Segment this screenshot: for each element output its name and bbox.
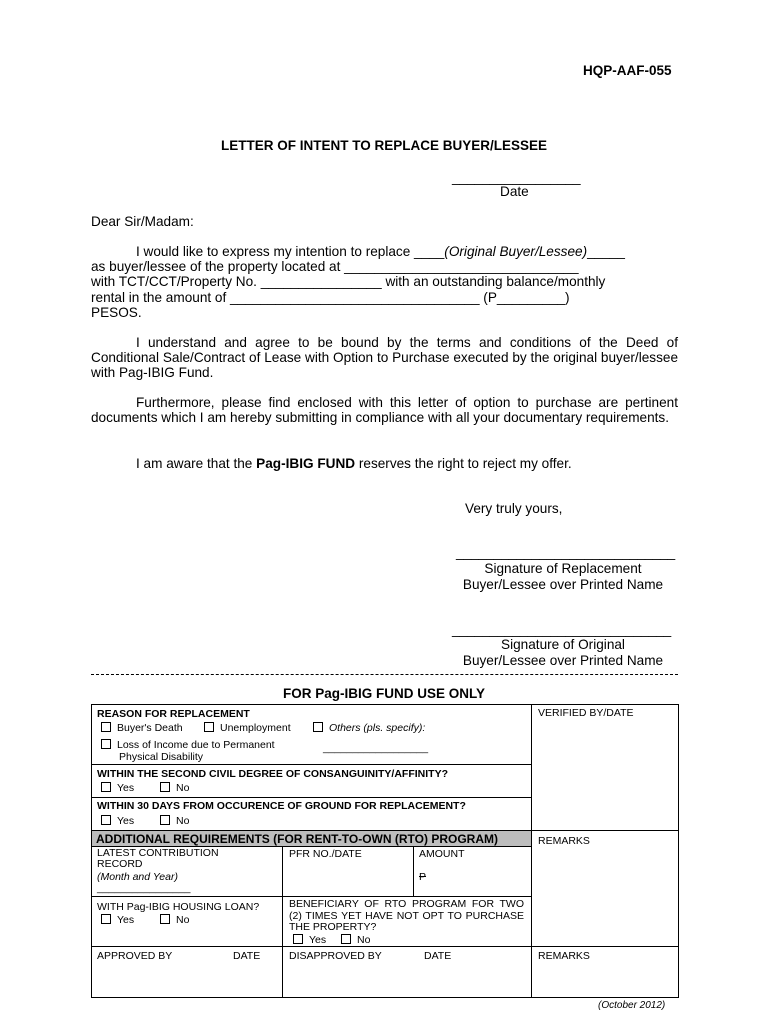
remarks-label-2: REMARKS (538, 950, 590, 962)
page-title: LETTER OF INTENT TO REPLACE BUYER/LESSEE (220, 138, 548, 153)
beneficiary-question: BENEFICIARY OF RTO PROGRAM FOR TWO (2) TIMES YET HAVE NOT OPT TO PURCHASE THE PROPERTY? (289, 898, 524, 933)
sig2-caption-b: Buyer/Lessee over Printed Name (462, 653, 664, 668)
unemployment-label: Unemployment (220, 722, 291, 734)
within30-no-label: No (176, 815, 190, 827)
consanguinity-yes-label: Yes (117, 782, 135, 794)
loss-income-label-2: Physical Disability (119, 751, 204, 763)
others-option[interactable] (313, 722, 425, 734)
within30-no-option[interactable] (160, 815, 189, 827)
loss-income-checkbox[interactable] (101, 739, 111, 749)
intent-line-4[interactable]: rental in the amount of _________________________________ (P_________) (91, 289, 570, 305)
pagibig-fund-bold: Pag-IBIG FUND (256, 456, 356, 471)
footer-date-text: (October 2012) (598, 1000, 666, 1011)
housing-loan-question: WITH Pag-IBIG HOUSING LOAN? (97, 901, 260, 913)
consanguinity-yes-checkbox[interactable] (101, 782, 111, 792)
reject-text-a: I am aware that the (136, 456, 257, 471)
remarks-label: REMARKS (538, 835, 590, 847)
beneficiary-yes-option[interactable] (293, 934, 326, 946)
verified-by-label: VERIFIED BY/DATE (538, 707, 634, 719)
office-use-title: FOR Pag-IBIG FUND USE ONLY (282, 686, 486, 701)
beneficiary-no-option[interactable] (341, 934, 370, 946)
signature-caption-original (448, 637, 678, 669)
beneficiary-no-label: No (357, 934, 371, 946)
consanguinity-no-label: No (176, 782, 190, 794)
form-hline-6 (91, 946, 679, 947)
unemployment-checkbox[interactable] (204, 722, 214, 732)
salutation: Dear Sir/Madam: (91, 214, 194, 229)
documents-paragraph: Furthermore, please find enclosed with this letter of option to purchase are pertinent documents which I am hereby submitting in compliance with all your documentary requirements. (91, 395, 678, 426)
housing-loan-yes-checkbox[interactable] (101, 914, 111, 924)
others-checkbox[interactable] (313, 722, 323, 732)
sig1-caption-a: Signature of Replacement (484, 561, 642, 576)
buyers-death-label: Buyer's Death (117, 722, 183, 734)
date-label: Date (500, 184, 529, 199)
cut-line (91, 674, 678, 675)
intent-line-1-end: _____ (587, 244, 625, 259)
beneficiary-yes-label: Yes (309, 934, 327, 946)
consanguinity-question: WITHIN THE SECOND CIVIL DEGREE OF CONSANGUINITY/AFFINITY? (97, 768, 448, 780)
disapproved-date-label: DATE (424, 950, 452, 962)
latest-contrib-line-2: RECORD (97, 858, 143, 870)
consanguinity-no-checkbox[interactable] (160, 782, 170, 792)
intent-line-5: PESOS. (91, 304, 142, 320)
housing-loan-no-option[interactable] (160, 914, 189, 926)
form-col-divider-2 (413, 846, 414, 896)
latest-contribution-label (97, 848, 219, 870)
form-hline-5 (91, 896, 531, 897)
month-year-text: (Month and Year) (97, 871, 178, 883)
intent-line-1 (91, 244, 678, 259)
reject-paragraph (136, 456, 572, 471)
intent-line-2[interactable]: as buyer/lessee of the property located at _______________________________ (91, 259, 579, 275)
date-blank[interactable]: _________________ (452, 170, 581, 185)
consanguinity-no-option[interactable] (160, 782, 189, 794)
within30-no-checkbox[interactable] (160, 815, 170, 825)
within30-yes-checkbox[interactable] (101, 815, 111, 825)
others-label: Others (pls. specify): (329, 722, 426, 734)
rto-header: ADDITIONAL REQUIREMENTS (FOR RENT-TO-OWN (RTO) PROGRAM) (96, 832, 498, 846)
latest-contrib-line-1: LATEST CONTRIBUTION (97, 847, 219, 859)
reject-text-c: reserves the right to reject my offer. (355, 456, 572, 471)
form-hline-1 (91, 764, 531, 765)
beneficiary-yes-checkbox[interactable] (293, 934, 303, 944)
consanguinity-yes-option[interactable] (101, 782, 134, 794)
peso-sign: P (419, 871, 427, 883)
beneficiary-no-checkbox[interactable] (341, 934, 351, 944)
others-specify-blank[interactable]: __________________ (323, 742, 429, 754)
housing-loan-yes-option[interactable] (101, 914, 134, 926)
terms-paragraph: I understand and agree to be bound by the terms and conditions of the Deed of Conditional Sale/Contract of Lease with Option to Purchase executed by the original buyer/lessee with Pag-IBIG Fund. (91, 335, 678, 381)
housing-loan-yes-label: Yes (117, 914, 135, 926)
sig2-caption-a: Signature of Original (501, 637, 625, 652)
loss-income-label-1: Loss of Income due to Permanent (117, 739, 275, 751)
housing-loan-no-checkbox[interactable] (160, 914, 170, 924)
loss-income-option[interactable] (101, 739, 275, 751)
original-buyer-field[interactable]: (Original Buyer/Lessee) (444, 244, 588, 259)
buyers-death-option[interactable] (101, 722, 183, 734)
amount-label: AMOUNT (419, 848, 465, 860)
footer-revision-date (598, 1000, 665, 1011)
intent-paragraph (91, 244, 678, 320)
reason-header: REASON FOR REPLACEMENT (97, 708, 250, 720)
approved-by-label: APPROVED BY (97, 950, 173, 962)
buyers-death-checkbox[interactable] (101, 722, 111, 732)
document-code: HQP-AAF-055 (583, 63, 672, 78)
within30-question: WITHIN 30 DAYS FROM OCCURENCE OF GROUND FOR REPLACEMENT? (97, 800, 466, 812)
closing: Very truly yours, (465, 501, 563, 516)
sig1-caption-b: Buyer/Lessee over Printed Name (462, 577, 664, 592)
approved-date-label: DATE (233, 950, 261, 962)
intent-line-1-text: I would like to express my intention to replace ____ (136, 244, 445, 259)
intent-line-3[interactable]: with TCT/CCT/Property No. ________________ with an outstanding balance/monthly (91, 274, 606, 290)
signature-line-replacement[interactable]: _____________________________ (456, 545, 676, 560)
form-hline-2 (91, 797, 531, 798)
form-right-column-divider (531, 704, 532, 998)
form-col-divider-1 (282, 846, 283, 998)
within30-yes-option[interactable] (101, 815, 134, 827)
signature-caption-replacement (448, 561, 678, 593)
signature-line-original[interactable]: _____________________________ (452, 622, 672, 637)
within30-yes-label: Yes (117, 815, 135, 827)
housing-loan-no-label: No (176, 914, 190, 926)
unemployment-option[interactable] (204, 722, 291, 734)
pfr-no-label: PFR NO./DATE (289, 848, 362, 860)
month-year-blank[interactable]: ________________ (97, 882, 191, 894)
disapproved-by-label: DISAPPROVED BY (289, 950, 382, 962)
